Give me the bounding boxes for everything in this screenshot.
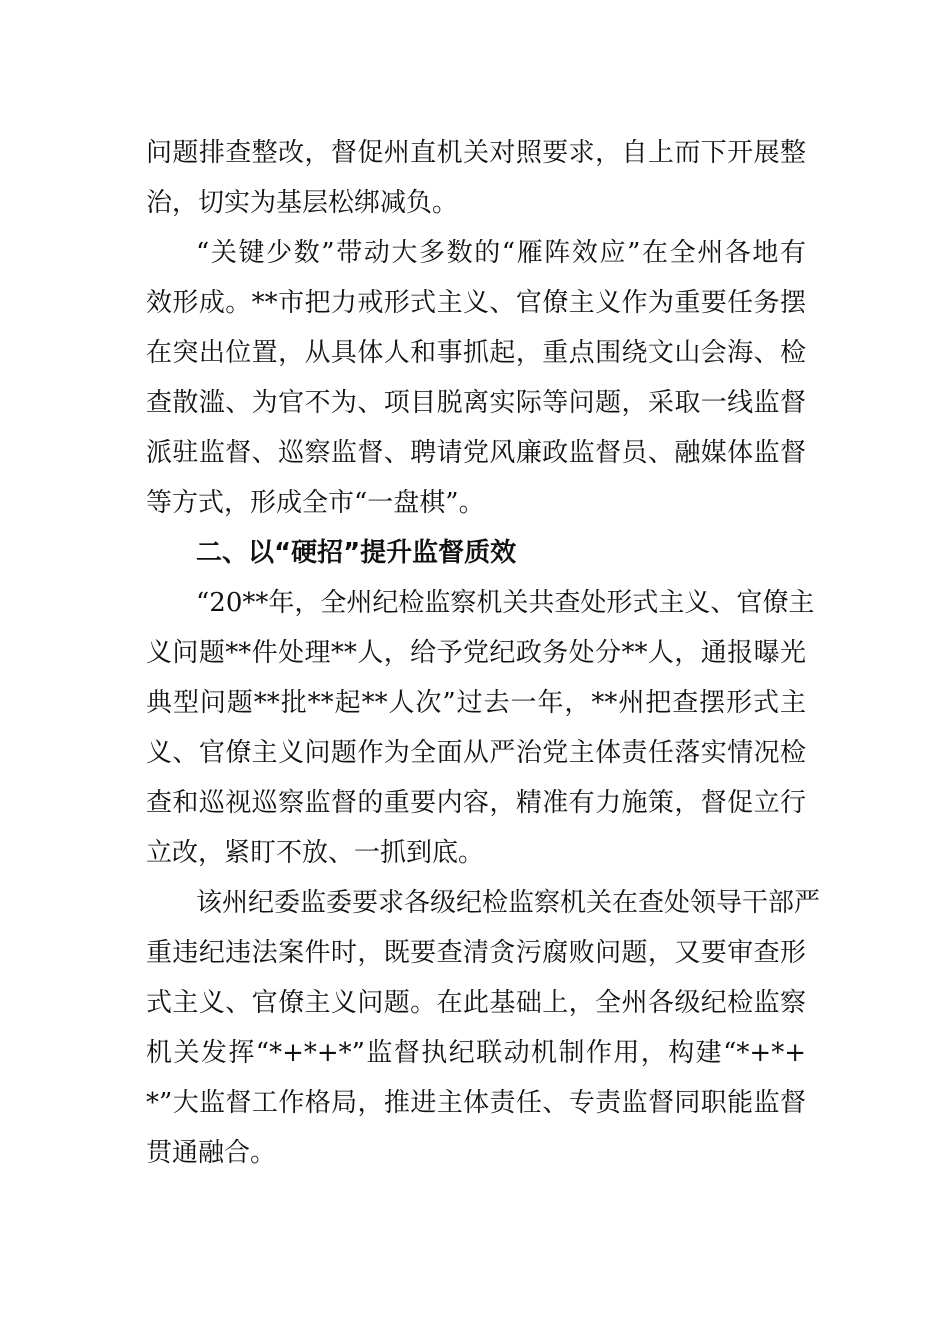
paragraph-2-line-6: 等方式，形成全市“一盘棋”。 — [146, 488, 485, 518]
paragraph-4-line-1: 该州纪委监委要求各级纪检监察机关在查处领导干部严 — [196, 888, 821, 918]
paragraph-4-line-4: 机关发挥“*+*+*”监督执纪联动机制作用，构建“*+*+ — [146, 1038, 806, 1068]
section-heading: 二、以“硬招”提升监督质效 — [196, 538, 517, 568]
paragraph-3-line-4: 义、官僚主义问题作为全面从严治党主体责任落实情况检 — [146, 738, 806, 768]
paragraph-1-line-1: 问题排查整改，督促州直机关对照要求，自上而下开展整 — [146, 138, 806, 168]
paragraph-2-line-2: 效形成。**市把力戒形式主义、官僚主义作为重要任务摆 — [146, 288, 806, 318]
paragraph-2-line-3: 在突出位置，从具体人和事抓起，重点围绕文山会海、检 — [146, 338, 806, 368]
paragraph-3-line-3: 典型问题**批**起**人次”过去一年，**州把查摆形式主 — [146, 688, 806, 718]
paragraph-4-line-2: 重违纪违法案件时，既要查清贪污腐败问题，又要审查形 — [146, 938, 806, 968]
paragraph-4-line-3: 式主义、官僚主义问题。在此基础上，全州各级纪检监察 — [146, 988, 806, 1018]
paragraph-3-line-5: 查和巡视巡察监督的重要内容，精准有力施策，督促立行 — [146, 788, 806, 818]
paragraph-2-line-1: “关键少数”带动大多数的“雁阵效应”在全州各地有 — [196, 238, 806, 268]
paragraph-4-line-6: 贯通融合。 — [146, 1138, 277, 1168]
paragraph-3-line-6: 立改，紧盯不放、一抓到底。 — [146, 838, 485, 868]
paragraph-2-line-5: 派驻监督、巡察监督、聘请党风廉政监督员、融媒体监督 — [146, 438, 806, 468]
paragraph-2-line-4: 查散滥、为官不为、项目脱离实际等问题，采取一线监督 — [146, 388, 806, 418]
paragraph-3-line-2: 义问题**件处理**人，给予党纪政务处分**人，通报曝光 — [146, 638, 806, 668]
paragraph-1-line-2: 治，切实为基层松绑减负。 — [146, 188, 459, 218]
paragraph-4-line-5: *”大监督工作格局，推进主体责任、专责监督同职能监督 — [146, 1088, 806, 1118]
paragraph-3-line-1: “20**年，全州纪检监察机关共查处形式主义、官僚主 — [196, 588, 815, 618]
